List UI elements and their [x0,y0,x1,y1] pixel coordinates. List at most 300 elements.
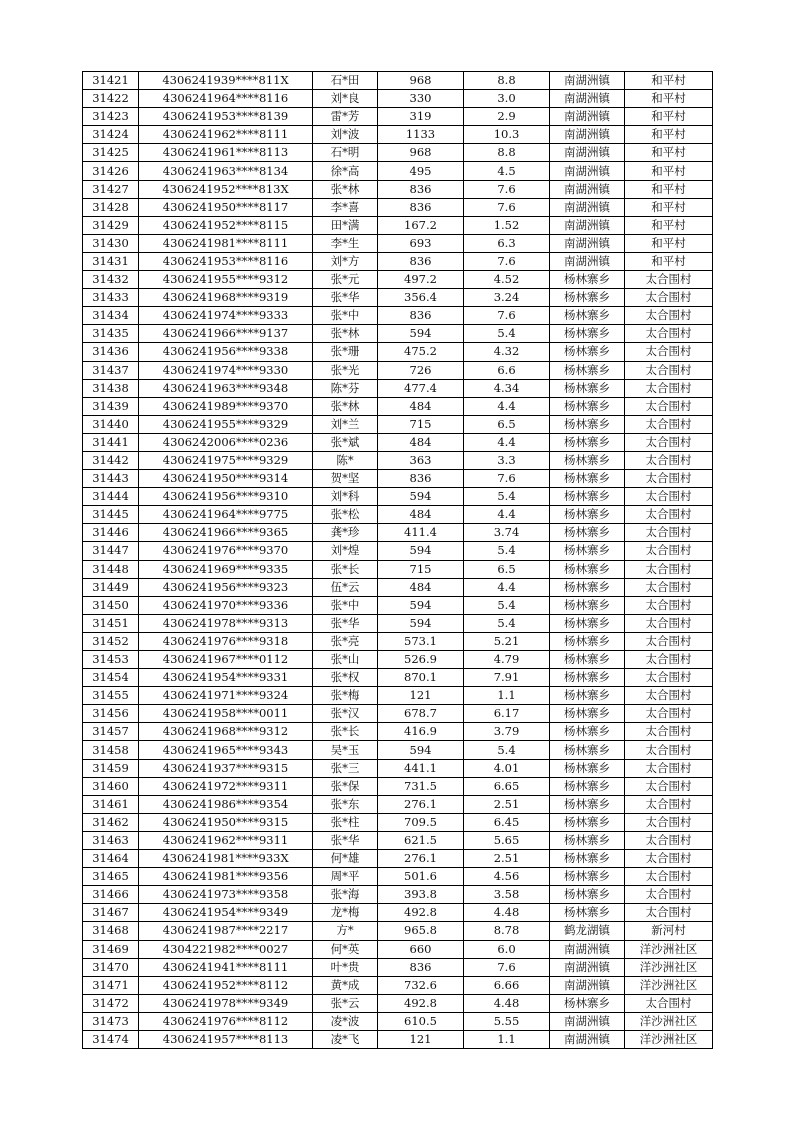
township-cell: 杨林寨乡 [550,904,625,922]
amount-cell: 484 [378,578,464,596]
serial-number-cell: 31454 [83,669,139,687]
name-cell: 雷*芳 [313,108,378,126]
township-cell: 杨林寨乡 [550,289,625,307]
id-number-cell: 4306241952****813X [139,180,313,198]
quantity-cell: 8.78 [464,922,550,940]
table-row [83,831,713,849]
serial-number-cell: 31465 [83,868,139,886]
quantity-cell: 3.74 [464,524,550,542]
amount-cell: 621.5 [378,831,464,849]
id-number-cell: 4306241950****8117 [139,198,313,216]
quantity-cell: 2.51 [464,850,550,868]
village-cell: 洋沙洲社区 [625,958,713,976]
village-cell: 和平村 [625,198,713,216]
serial-number-cell: 31422 [83,90,139,108]
name-cell: 刘*煌 [313,542,378,560]
amount-cell: 495 [378,162,464,180]
table-row [83,451,713,469]
township-cell: 杨林寨乡 [550,687,625,705]
name-cell: 周*平 [313,868,378,886]
name-cell: 张*华 [313,614,378,632]
table-row [83,705,713,723]
amount-cell: 484 [378,433,464,451]
name-cell: 李*喜 [313,198,378,216]
name-cell: 刘*兰 [313,415,378,433]
township-cell: 杨林寨乡 [550,325,625,343]
village-cell: 太合围村 [625,289,713,307]
table-row [83,126,713,144]
id-number-cell: 4306241952****8112 [139,976,313,994]
quantity-cell: 4.4 [464,578,550,596]
amount-cell: 356.4 [378,289,464,307]
name-cell: 张*权 [313,669,378,687]
village-cell: 太合围村 [625,397,713,415]
village-cell: 太合围村 [625,723,713,741]
id-number-cell: 4306241968****9319 [139,289,313,307]
id-number-cell: 4306241953****8139 [139,108,313,126]
serial-number-cell: 31463 [83,831,139,849]
name-cell: 张*亮 [313,632,378,650]
quantity-cell: 7.6 [464,958,550,976]
table-row [83,850,713,868]
id-number-cell: 4306241956****9338 [139,343,313,361]
amount-cell: 121 [378,687,464,705]
village-cell: 太合围村 [625,813,713,831]
table-row [83,1030,713,1048]
name-cell: 张*林 [313,325,378,343]
village-cell: 太合围村 [625,795,713,813]
table-row [83,813,713,831]
village-cell: 和平村 [625,162,713,180]
township-cell: 杨林寨乡 [550,470,625,488]
serial-number-cell: 31460 [83,777,139,795]
township-cell: 南湖洲镇 [550,1012,625,1030]
serial-number-cell: 31433 [83,289,139,307]
township-cell: 杨林寨乡 [550,759,625,777]
amount-cell: 441.1 [378,759,464,777]
serial-number-cell: 31432 [83,271,139,289]
village-cell: 洋沙洲社区 [625,976,713,994]
serial-number-cell: 31423 [83,108,139,126]
village-cell: 太合围村 [625,433,713,451]
township-cell: 杨林寨乡 [550,524,625,542]
quantity-cell: 3.3 [464,451,550,469]
serial-number-cell: 31446 [83,524,139,542]
quantity-cell: 5.4 [464,325,550,343]
id-number-cell: 4306241973****9358 [139,886,313,904]
quantity-cell: 7.6 [464,198,550,216]
serial-number-cell: 31473 [83,1012,139,1030]
township-cell: 南湖洲镇 [550,1030,625,1048]
village-cell: 太合围村 [625,904,713,922]
amount-cell: 968 [378,72,464,90]
township-cell: 杨林寨乡 [550,705,625,723]
name-cell: 李*生 [313,234,378,252]
id-number-cell: 4306241976****9318 [139,632,313,650]
name-cell: 张*长 [313,723,378,741]
quantity-cell: 4.48 [464,904,550,922]
id-number-cell: 4306241981****9356 [139,868,313,886]
township-cell: 杨林寨乡 [550,886,625,904]
name-cell: 徐*高 [313,162,378,180]
name-cell: 张*华 [313,289,378,307]
amount-cell: 836 [378,958,464,976]
quantity-cell: 5.65 [464,831,550,849]
name-cell: 张*中 [313,307,378,325]
id-number-cell: 4306241981****933X [139,850,313,868]
table-row [83,162,713,180]
serial-number-cell: 31467 [83,904,139,922]
serial-number-cell: 31458 [83,741,139,759]
amount-cell: 501.6 [378,868,464,886]
village-cell: 太合围村 [625,632,713,650]
amount-cell: 836 [378,198,464,216]
id-number-cell: 4306241971****9324 [139,687,313,705]
village-cell: 和平村 [625,108,713,126]
name-cell: 刘*科 [313,488,378,506]
amount-cell: 363 [378,451,464,469]
township-cell: 南湖洲镇 [550,90,625,108]
name-cell: 张*松 [313,506,378,524]
amount-cell: 594 [378,542,464,560]
village-cell: 洋沙洲社区 [625,1030,713,1048]
township-cell: 南湖洲镇 [550,976,625,994]
quantity-cell: 3.24 [464,289,550,307]
quantity-cell: 1.1 [464,1030,550,1048]
village-cell: 太合围村 [625,687,713,705]
quantity-cell: 6.3 [464,234,550,252]
id-number-cell: 4306241964****8116 [139,90,313,108]
table-row [83,506,713,524]
id-number-cell: 4306241974****9330 [139,361,313,379]
quantity-cell: 5.55 [464,1012,550,1030]
id-number-cell: 4306241962****8111 [139,126,313,144]
amount-cell: 484 [378,397,464,415]
table-row [83,379,713,397]
village-cell: 太合围村 [625,542,713,560]
township-cell: 杨林寨乡 [550,868,625,886]
serial-number-cell: 31462 [83,813,139,831]
serial-number-cell: 31438 [83,379,139,397]
table-row [83,343,713,361]
name-cell: 刘*波 [313,126,378,144]
quantity-cell: 6.65 [464,777,550,795]
township-cell: 杨林寨乡 [550,560,625,578]
serial-number-cell: 31451 [83,614,139,632]
name-cell: 张*云 [313,994,378,1012]
quantity-cell: 2.51 [464,795,550,813]
serial-number-cell: 31470 [83,958,139,976]
village-cell: 和平村 [625,180,713,198]
village-cell: 太合围村 [625,560,713,578]
amount-cell: 731.5 [378,777,464,795]
amount-cell: 276.1 [378,850,464,868]
village-cell: 太合围村 [625,777,713,795]
township-cell: 杨林寨乡 [550,343,625,361]
serial-number-cell: 31464 [83,850,139,868]
table-row [83,651,713,669]
table-row [83,632,713,650]
village-cell: 太合围村 [625,705,713,723]
village-cell: 太合围村 [625,325,713,343]
quantity-cell: 8.8 [464,72,550,90]
table-row [83,252,713,270]
serial-number-cell: 31427 [83,180,139,198]
amount-cell: 477.4 [378,379,464,397]
amount-cell: 393.8 [378,886,464,904]
id-number-cell: 4306241956****9310 [139,488,313,506]
village-cell: 太合围村 [625,271,713,289]
name-cell: 龚*珍 [313,524,378,542]
township-cell: 杨林寨乡 [550,669,625,687]
name-cell: 石*田 [313,72,378,90]
township-cell: 杨林寨乡 [550,831,625,849]
serial-number-cell: 31453 [83,651,139,669]
serial-number-cell: 31434 [83,307,139,325]
village-cell: 和平村 [625,216,713,234]
amount-cell: 121 [378,1030,464,1048]
quantity-cell: 7.6 [464,307,550,325]
amount-cell: 836 [378,307,464,325]
table-row [83,741,713,759]
amount-cell: 492.8 [378,904,464,922]
township-cell: 杨林寨乡 [550,307,625,325]
village-cell: 太合围村 [625,831,713,849]
id-number-cell: 4306241953****8116 [139,252,313,270]
id-number-cell: 4306241963****9348 [139,379,313,397]
quantity-cell: 5.4 [464,614,550,632]
serial-number-cell: 31471 [83,976,139,994]
township-cell: 杨林寨乡 [550,723,625,741]
village-cell: 太合围村 [625,994,713,1012]
village-cell: 太合围村 [625,850,713,868]
quantity-cell: 4.48 [464,994,550,1012]
amount-cell: 594 [378,614,464,632]
serial-number-cell: 31439 [83,397,139,415]
serial-number-cell: 31456 [83,705,139,723]
table-row [83,361,713,379]
table-row [83,271,713,289]
table-row [83,777,713,795]
quantity-cell: 6.0 [464,940,550,958]
village-cell: 太合围村 [625,524,713,542]
name-cell: 张*三 [313,759,378,777]
table-row [83,397,713,415]
quantity-cell: 7.6 [464,252,550,270]
serial-number-cell: 31455 [83,687,139,705]
village-cell: 太合围村 [625,868,713,886]
village-cell: 太合围村 [625,307,713,325]
name-cell: 刘*良 [313,90,378,108]
id-number-cell: 4306241970****9336 [139,596,313,614]
township-cell: 杨林寨乡 [550,397,625,415]
table-row [83,596,713,614]
serial-number-cell: 31440 [83,415,139,433]
name-cell: 张*梅 [313,687,378,705]
village-cell: 洋沙洲社区 [625,940,713,958]
amount-cell: 276.1 [378,795,464,813]
amount-cell: 660 [378,940,464,958]
serial-number-cell: 31426 [83,162,139,180]
township-cell: 南湖洲镇 [550,252,625,270]
quantity-cell: 5.4 [464,542,550,560]
name-cell: 张*林 [313,397,378,415]
name-cell: 田*满 [313,216,378,234]
serial-number-cell: 31436 [83,343,139,361]
township-cell: 杨林寨乡 [550,596,625,614]
quantity-cell: 6.45 [464,813,550,831]
name-cell: 黄*成 [313,976,378,994]
quantity-cell: 4.4 [464,506,550,524]
township-cell: 南湖洲镇 [550,72,625,90]
amount-cell: 526.9 [378,651,464,669]
table-row [83,325,713,343]
township-cell: 杨林寨乡 [550,795,625,813]
township-cell: 南湖洲镇 [550,162,625,180]
township-cell: 南湖洲镇 [550,216,625,234]
village-cell: 太合围村 [625,669,713,687]
village-cell: 太合围村 [625,488,713,506]
id-number-cell: 4306241961****8113 [139,144,313,162]
serial-number-cell: 31461 [83,795,139,813]
village-cell: 太合围村 [625,651,713,669]
quantity-cell: 4.4 [464,397,550,415]
serial-number-cell: 31435 [83,325,139,343]
table-row [83,307,713,325]
name-cell: 刘*方 [313,252,378,270]
table-row [83,433,713,451]
id-number-cell: 4306241976****8112 [139,1012,313,1030]
township-cell: 杨林寨乡 [550,994,625,1012]
table-row [83,470,713,488]
table-row [83,216,713,234]
serial-number-cell: 31449 [83,578,139,596]
quantity-cell: 4.34 [464,379,550,397]
village-cell: 太合围村 [625,361,713,379]
serial-number-cell: 31447 [83,542,139,560]
id-number-cell: 4306241965****9343 [139,741,313,759]
quantity-cell: 4.5 [464,162,550,180]
quantity-cell: 4.01 [464,759,550,777]
quantity-cell: 5.4 [464,741,550,759]
table-row [83,687,713,705]
quantity-cell: 4.4 [464,433,550,451]
name-cell: 何*雄 [313,850,378,868]
quantity-cell: 4.56 [464,868,550,886]
amount-cell: 836 [378,180,464,198]
id-number-cell: 4306241950****9315 [139,813,313,831]
village-cell: 和平村 [625,252,713,270]
quantity-cell: 7.91 [464,669,550,687]
village-cell: 太合围村 [625,759,713,777]
quantity-cell: 1.1 [464,687,550,705]
serial-number-cell: 31474 [83,1030,139,1048]
serial-number-cell: 31437 [83,361,139,379]
village-cell: 太合围村 [625,614,713,632]
table-row [83,415,713,433]
quantity-cell: 3.58 [464,886,550,904]
name-cell: 张*林 [313,180,378,198]
name-cell: 何*英 [313,940,378,958]
table-row [83,90,713,108]
amount-cell: 709.5 [378,813,464,831]
quantity-cell: 6.5 [464,560,550,578]
table-row [83,669,713,687]
id-number-cell: 4306241964****9775 [139,506,313,524]
village-cell: 太合围村 [625,596,713,614]
quantity-cell: 4.32 [464,343,550,361]
id-number-cell: 4306241987****2217 [139,922,313,940]
serial-number-cell: 31468 [83,922,139,940]
amount-cell: 610.5 [378,1012,464,1030]
table-row [83,578,713,596]
id-number-cell: 4306241954****9349 [139,904,313,922]
name-cell: 贺*坚 [313,470,378,488]
table-row [83,488,713,506]
name-cell: 陈*芬 [313,379,378,397]
id-number-cell: 4306241968****9312 [139,723,313,741]
amount-cell: 594 [378,488,464,506]
id-number-cell: 4306241958****0011 [139,705,313,723]
quantity-cell: 10.3 [464,126,550,144]
name-cell: 叶*贵 [313,958,378,976]
township-cell: 杨林寨乡 [550,433,625,451]
name-cell: 凌*波 [313,1012,378,1030]
quantity-cell: 4.52 [464,271,550,289]
quantity-cell: 5.4 [464,488,550,506]
township-cell: 南湖洲镇 [550,940,625,958]
serial-number-cell: 31425 [83,144,139,162]
id-number-cell: 4306241937****9315 [139,759,313,777]
amount-cell: 484 [378,506,464,524]
amount-cell: 678.7 [378,705,464,723]
amount-cell: 594 [378,741,464,759]
id-number-cell: 4304221982****0027 [139,940,313,958]
village-cell: 和平村 [625,144,713,162]
table-row [83,198,713,216]
village-cell: 太合围村 [625,578,713,596]
table-row [83,904,713,922]
name-cell: 张*华 [313,831,378,849]
serial-number-cell: 31441 [83,433,139,451]
serial-number-cell: 31466 [83,886,139,904]
name-cell: 张*东 [313,795,378,813]
village-cell: 太合围村 [625,451,713,469]
amount-cell: 594 [378,325,464,343]
name-cell: 凌*飞 [313,1030,378,1048]
serial-number-cell: 31430 [83,234,139,252]
township-cell: 杨林寨乡 [550,578,625,596]
id-number-cell: 4306241956****9323 [139,578,313,596]
amount-cell: 836 [378,470,464,488]
id-number-cell: 4306241952****8115 [139,216,313,234]
township-cell: 杨林寨乡 [550,741,625,759]
amount-cell: 732.6 [378,976,464,994]
name-cell: 张*斌 [313,433,378,451]
township-cell: 杨林寨乡 [550,632,625,650]
serial-number-cell: 31448 [83,560,139,578]
table-row [83,614,713,632]
amount-cell: 167.2 [378,216,464,234]
quantity-cell: 6.17 [464,705,550,723]
amount-cell: 715 [378,560,464,578]
village-cell: 太合围村 [625,415,713,433]
id-number-cell: 4306241966****9137 [139,325,313,343]
id-number-cell: 4306241986****9354 [139,795,313,813]
name-cell: 张*光 [313,361,378,379]
quantity-cell: 3.0 [464,90,550,108]
township-cell: 杨林寨乡 [550,488,625,506]
